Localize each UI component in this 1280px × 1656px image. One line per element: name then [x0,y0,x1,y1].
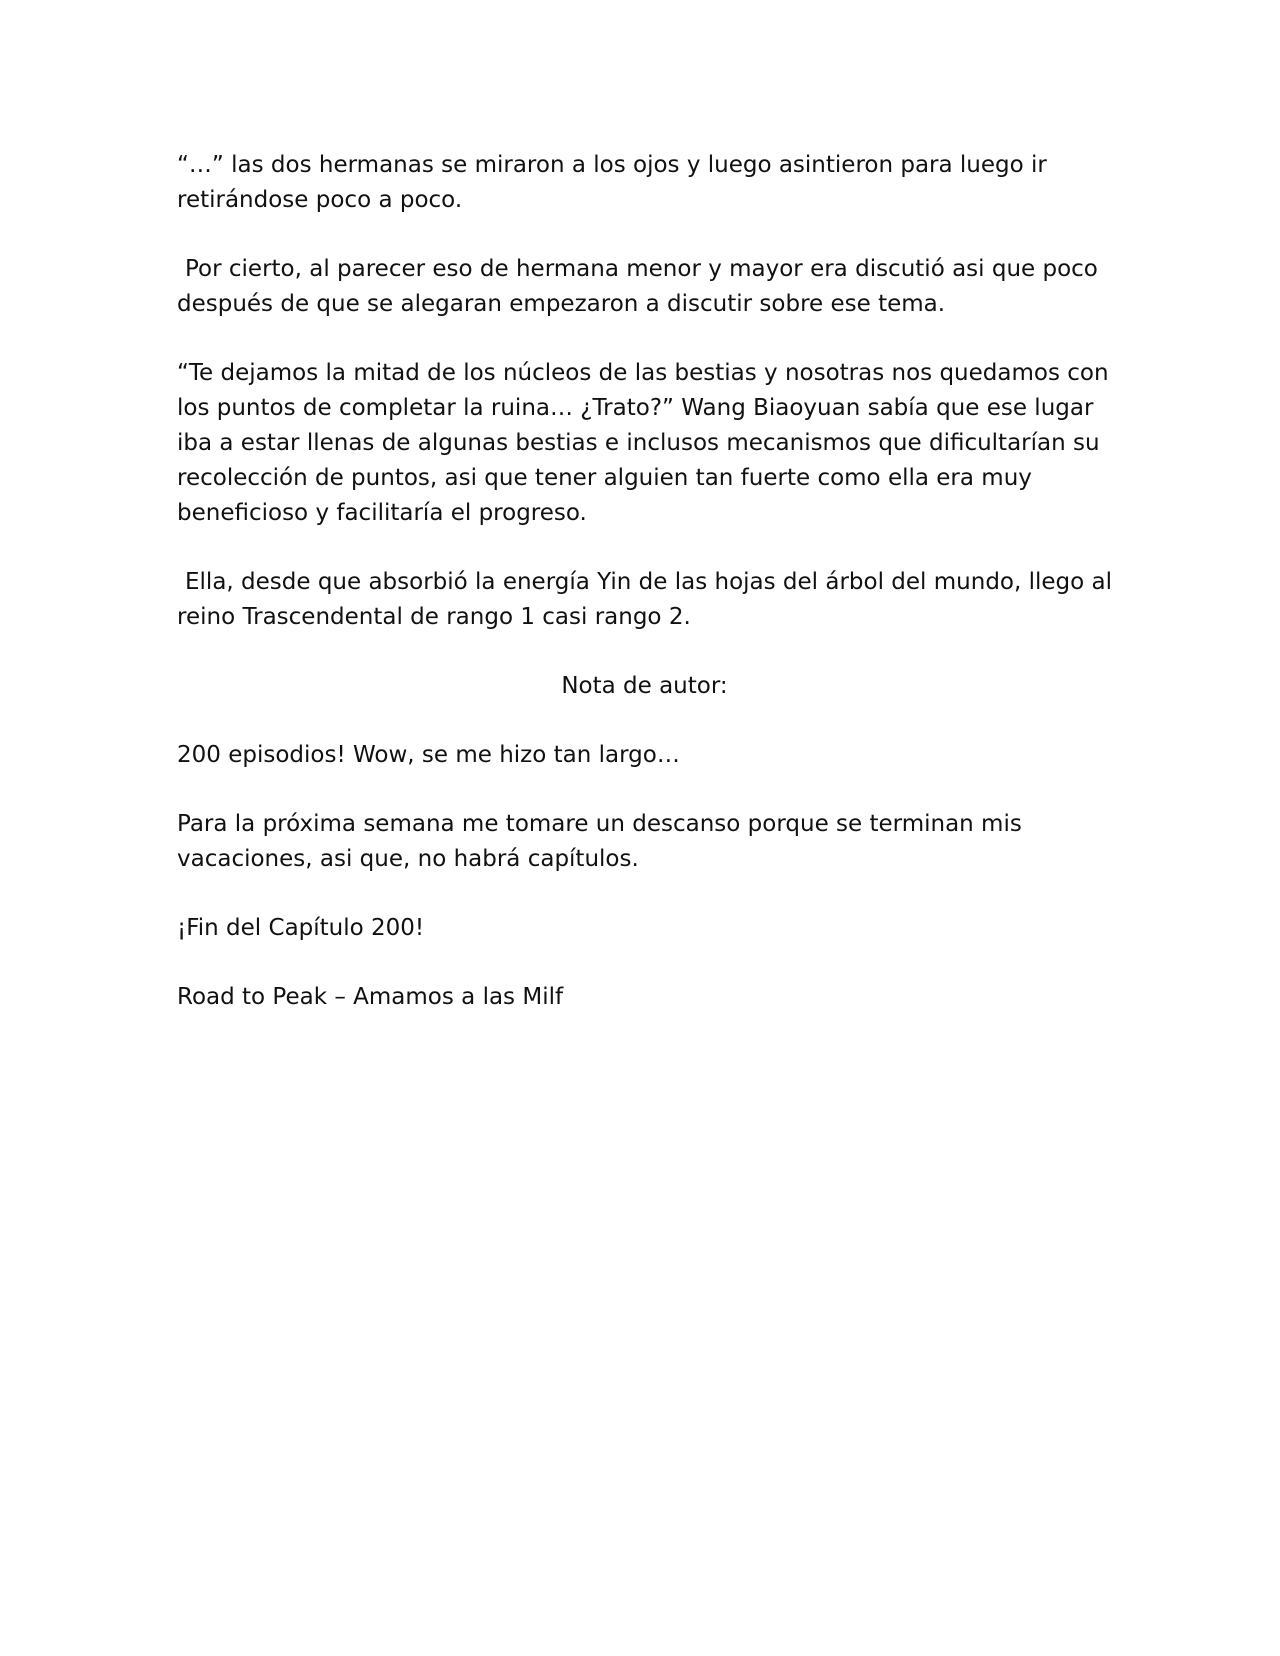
paragraph-sisters-retire: “…” las dos hermanas se miraron a los ojos y luego asintieron para luego ir retirándose poco a poco. [177,152,1047,213]
paragraph-deal-offer: “Te dejamos la mitad de los núcleos de las bestias y nosotras nos quedamos con los puntos de completar la ruina… ¿Trato?” Wang Biaoyuan sabía que ese lugar iba a estar llenas de algunas bestias e inclusos mecanismos que dificultarían su recolección de puntos, asi que tener alguien tan fuerte como ella era muy beneficioso y facilitaría el progreso. [177,360,1109,526]
chapter-end: ¡Fin del Capítulo 200! [177,915,425,941]
signature-line: Road to Peak – Amamos a las Milf [177,984,564,1010]
author-note-episodes: 200 episodios! Wow, se me hizo tan largo… [177,742,680,768]
author-note-break: Para la próxima semana me tomare un descanso porque se terminan mis vacaciones, asi que, no habrá capítulos. [177,811,1022,872]
author-note-heading: Nota de autor: [561,673,728,699]
paragraph-sister-debate: Por cierto, al parecer eso de hermana menor y mayor era discutió asi que poco después de que se alegaran empezaron a discutir sobre ese tema. [177,256,1098,317]
document-page [177,148,1112,1049]
paragraph-yin-energy: Ella, desde que absorbió la energía Yin de las hojas del árbol del mundo, llego al reino Trascendental de rango 1 casi rango 2. [177,569,1113,630]
